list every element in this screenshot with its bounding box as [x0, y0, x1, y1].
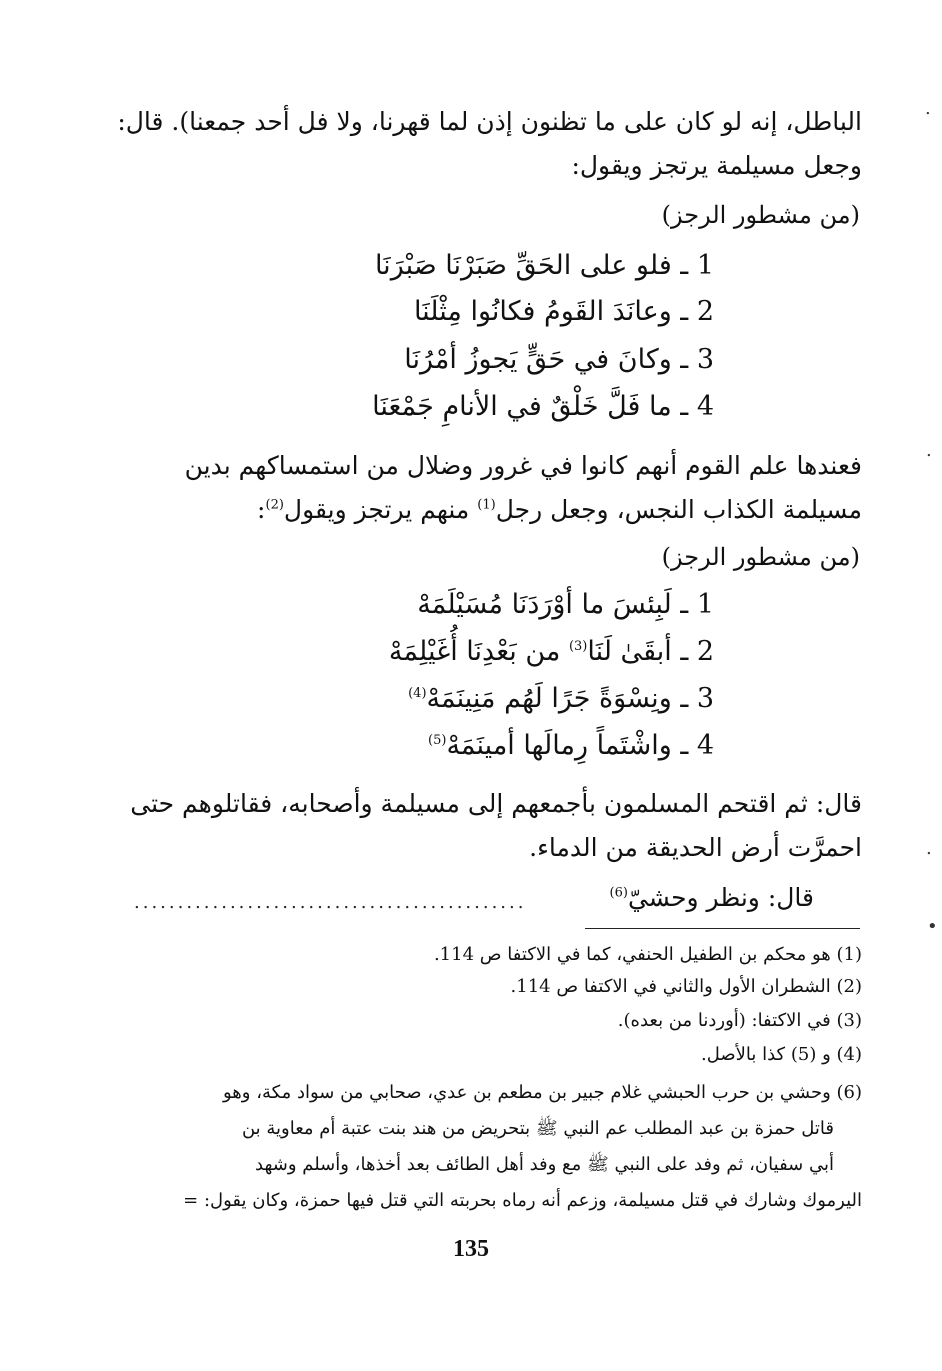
- footnote-line: اليرموك وشارك في قتل مسيلمة، وزعم أنه رماه بحربته التي قتل فيها حمزة، وكان يقول: =: [183, 1190, 862, 1211]
- body-text-line: قال: ثم اقتحم المسلمون بأجمعهم إلى مسيلمة وأصحابه، فقاتلوهم حتى: [130, 789, 862, 818]
- text-segment: قال: ونظر وحشيّ: [627, 883, 814, 912]
- scan-speck: .: [925, 98, 931, 119]
- text-segment: 2 ـ أبقَىٰ لَنَا: [587, 636, 714, 667]
- footnote: (3) في الاكتفا: (أوردنا من بعده).: [617, 1010, 862, 1031]
- poem-verse: [389, 630, 714, 674]
- footnote: (1) هو محكم بن الطفيل الحنفي، كما في الاكتفا ص 114.: [433, 944, 862, 965]
- body-text-line: وجعل مسيلمة يرتجز ويقول:: [571, 151, 862, 180]
- page-number: 135: [453, 1236, 489, 1262]
- footnote-ref: (6): [609, 885, 628, 901]
- poem-verse: 3 ـ وكانَ في حَقٍّ يَجوزُ أمْرُنَا: [404, 344, 714, 375]
- scan-speck: •: [927, 916, 938, 937]
- body-text-line: [610, 878, 815, 918]
- text-segment: 4 ـ واشْتَماً رِمالَها أمينَمَهْ: [446, 730, 714, 761]
- text-segment: من بَعْدِنَا أُغَيْلِمَهْ: [388, 636, 569, 667]
- poem-verse: [408, 677, 714, 721]
- body-text-line: فعندها علم القوم أنهم كانوا في غرور وضلال من استمساكهم بدين: [184, 451, 862, 480]
- poem-verse: [428, 724, 714, 768]
- footnote: (2) الشطران الأول والثاني في الاكتفا ص 114.: [510, 976, 862, 997]
- text-segment: منهم يرتجز ويقول: [283, 495, 478, 524]
- footnote-ref: (3): [568, 639, 588, 654]
- poem-verse: 1 ـ فلو على الحَقِّ صَبَرْنَا صَبْرَنَا: [374, 250, 714, 281]
- body-text-line: [142, 490, 862, 530]
- scan-speck: .: [926, 838, 932, 859]
- footnote-ref: (2): [265, 497, 284, 513]
- body-text-line: الباطل، إنه لو كان على ما تظنون إذن لما قهرنا، ولا فل أحد جمعنا). قال:: [117, 107, 862, 136]
- footnote-line: أبي سفيان، ثم وفد على النبي ﷺ مع وفد أهل الطائف بعد أخذها، وأسلم وشهد: [255, 1154, 834, 1175]
- body-text-line: احمرَّت أرض الحديقة من الدماء.: [529, 833, 862, 862]
- footnote-ref: (1): [477, 497, 496, 513]
- footnote-separator: [585, 928, 860, 929]
- footnote-line: (6) وحشي بن حرب الحبشي غلام جبير بن مطعم بن عدي، صحابي من سواد مكة، وهو: [223, 1082, 862, 1103]
- poem-verse: 1 ـ لَبِئسَ ما أوْرَدَنَا مُسَيْلَمَهْ: [417, 589, 714, 620]
- poem-verse: 4 ـ ما فَلَّ خَلْقٌ في الأنامِ جَمْعَنَا: [372, 391, 714, 422]
- footnote-ref: (4): [408, 686, 427, 701]
- footnote-line: قاتل حمزة بن عبد المطلب عم النبي ﷺ بتحريض من هند بنت عتبة أم معاوية بن: [241, 1118, 834, 1139]
- continuation-dots: .............................................: [134, 892, 527, 913]
- text-segment: مسيلمة الكذاب النجس، وجعل رجل: [495, 495, 862, 524]
- poem-meter-label: (من مشطور الرجز): [661, 201, 860, 229]
- footnote: (4) و (5) كذا بالأصل.: [700, 1044, 862, 1065]
- text-segment: 3 ـ ونِسْوَةً جَرًا لَهُم مَنِينَمَهْ: [426, 683, 714, 714]
- scan-speck: .: [926, 440, 932, 461]
- text-segment: :: [257, 495, 266, 524]
- footnote-ref: (5): [428, 733, 447, 748]
- poem-verse: 2 ـ وعانَدَ القَومُ فكانُوا مِثْلَنَا: [413, 296, 714, 327]
- poem-meter-label: (من مشطور الرجز): [661, 543, 860, 571]
